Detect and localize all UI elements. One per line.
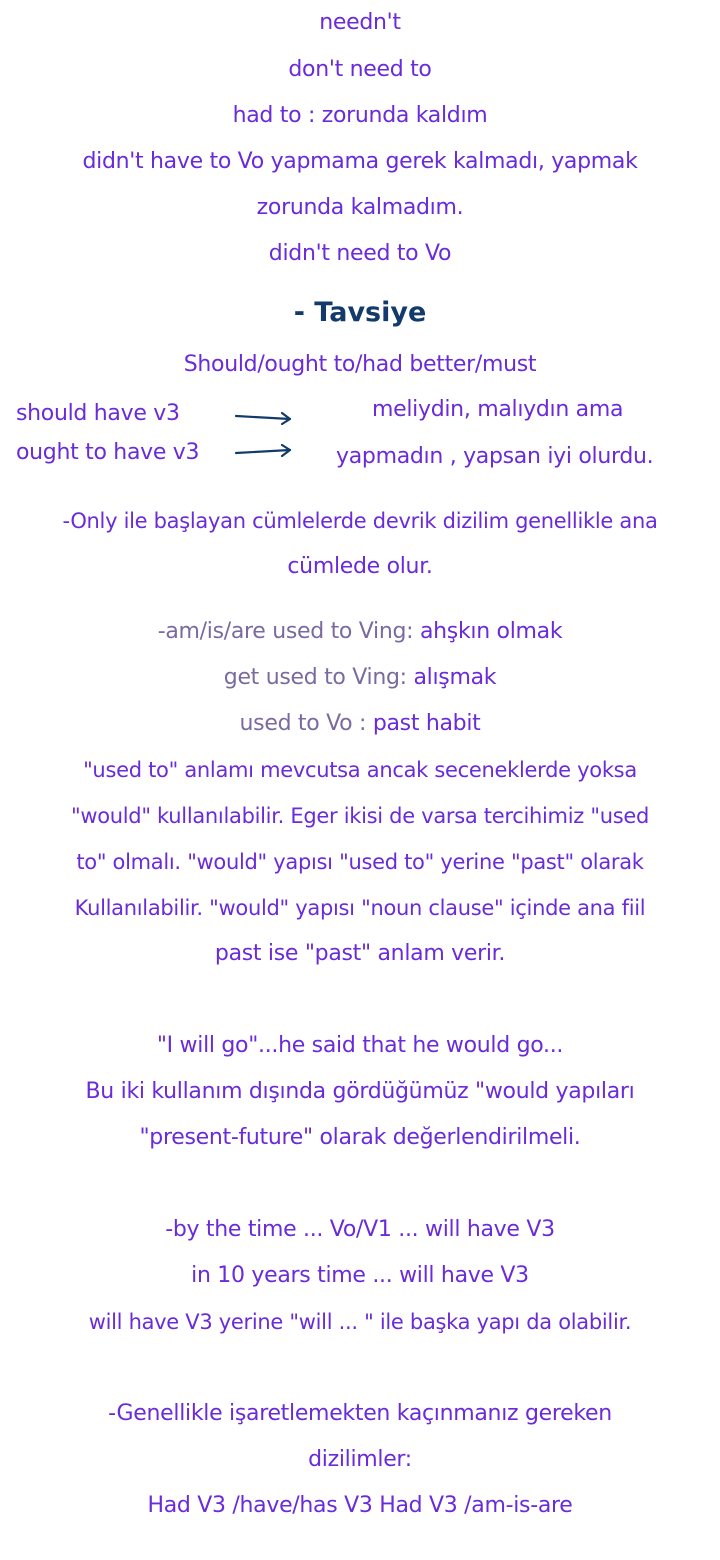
term-meaning: ahşkın olmak [419, 619, 563, 644]
text-line-only-1: -Only ile başlayan cümlelerde devrik dizilim genellikle ana [62, 509, 658, 533]
text-meliydin: meliydin, malıydın ama [372, 397, 624, 422]
text-line-neednt: needn't [319, 10, 401, 35]
text-line-only-2: cümlede olur. [287, 554, 433, 579]
text-line-avoid-3: Had V3 /have/has V3 Had V3 /am-is-are [147, 1493, 573, 1518]
arrow-right-icon [234, 444, 294, 460]
term-meaning: past habit [372, 711, 481, 736]
arrow-right-icon [234, 410, 294, 426]
text-line-dont-need-to: don't need to [288, 57, 432, 82]
text-line-am-is-are-used-to [0, 617, 720, 647]
text-line-would-1: "I will go"...he said that he would go... [156, 1033, 564, 1058]
term-label: -am/is/are used to Ving: [157, 619, 420, 644]
text-line-should-list: Should/ought to/had better/must [183, 352, 537, 377]
text-line-avoid-1: -Genellikle işaretlemekten kaçınmanız gereken [108, 1401, 612, 1426]
text-line-used-to-vo [0, 709, 720, 739]
text-line-get-used-to [0, 663, 720, 693]
text-line-would-3: "present-future" olarak değerlendirilmeli. [139, 1125, 581, 1150]
text-line-had-to: had to : zorunda kaldım [232, 103, 488, 128]
text-line-by-the-time: -by the time ... Vo/V1 ... will have V3 [165, 1217, 555, 1242]
term-label: used to Vo : [239, 711, 373, 736]
text-yapmadin: yapmadın , yapsan iyi olurdu. [336, 444, 654, 469]
text-ought-to-have-v3: ought to have v3 [16, 440, 200, 465]
text-line-used-to-p2: "would" kullanılabilir. Eger ikisi de varsa tercihimiz "used [70, 804, 650, 828]
text-line-zorunda: zorunda kalmadım. [256, 195, 464, 220]
term-meaning: alışmak [413, 665, 497, 690]
text-line-used-to-p1: "used to" anlamı mevcutsa ancak seceneklerde yoksa [83, 758, 637, 782]
text-line-avoid-2: dizilimler: [308, 1447, 412, 1472]
text-line-used-to-p4: Kullanılabilir. "would" yapısı "noun clause" içinde ana fiil [74, 896, 646, 920]
text-line-would-2: Bu iki kullanım dışında gördüğümüz "would yapıları [85, 1079, 635, 1104]
text-line-used-to-p3: to" olmalı. "would" yapısı "used to" yerine "past" olarak [76, 850, 644, 874]
text-line-will-have-v3: will have V3 yerine "will ... " ile başka yapı da olabilir. [88, 1310, 632, 1334]
text-line-didnt-need-to: didn't need to Vo [268, 241, 452, 266]
text-should-have-v3: should have v3 [16, 401, 180, 426]
text-line-used-to-p5: past ise "past" anlam verir. [214, 941, 506, 966]
text-line-in-10-years: in 10 years time ... will have V3 [191, 1263, 529, 1288]
section-heading-tavsiye: - Tavsiye [293, 297, 427, 328]
term-label: get used to Ving: [223, 665, 414, 690]
text-line-didnt-have-to: didn't have to Vo yapmama gerek kalmadı, yapmak [82, 149, 638, 174]
